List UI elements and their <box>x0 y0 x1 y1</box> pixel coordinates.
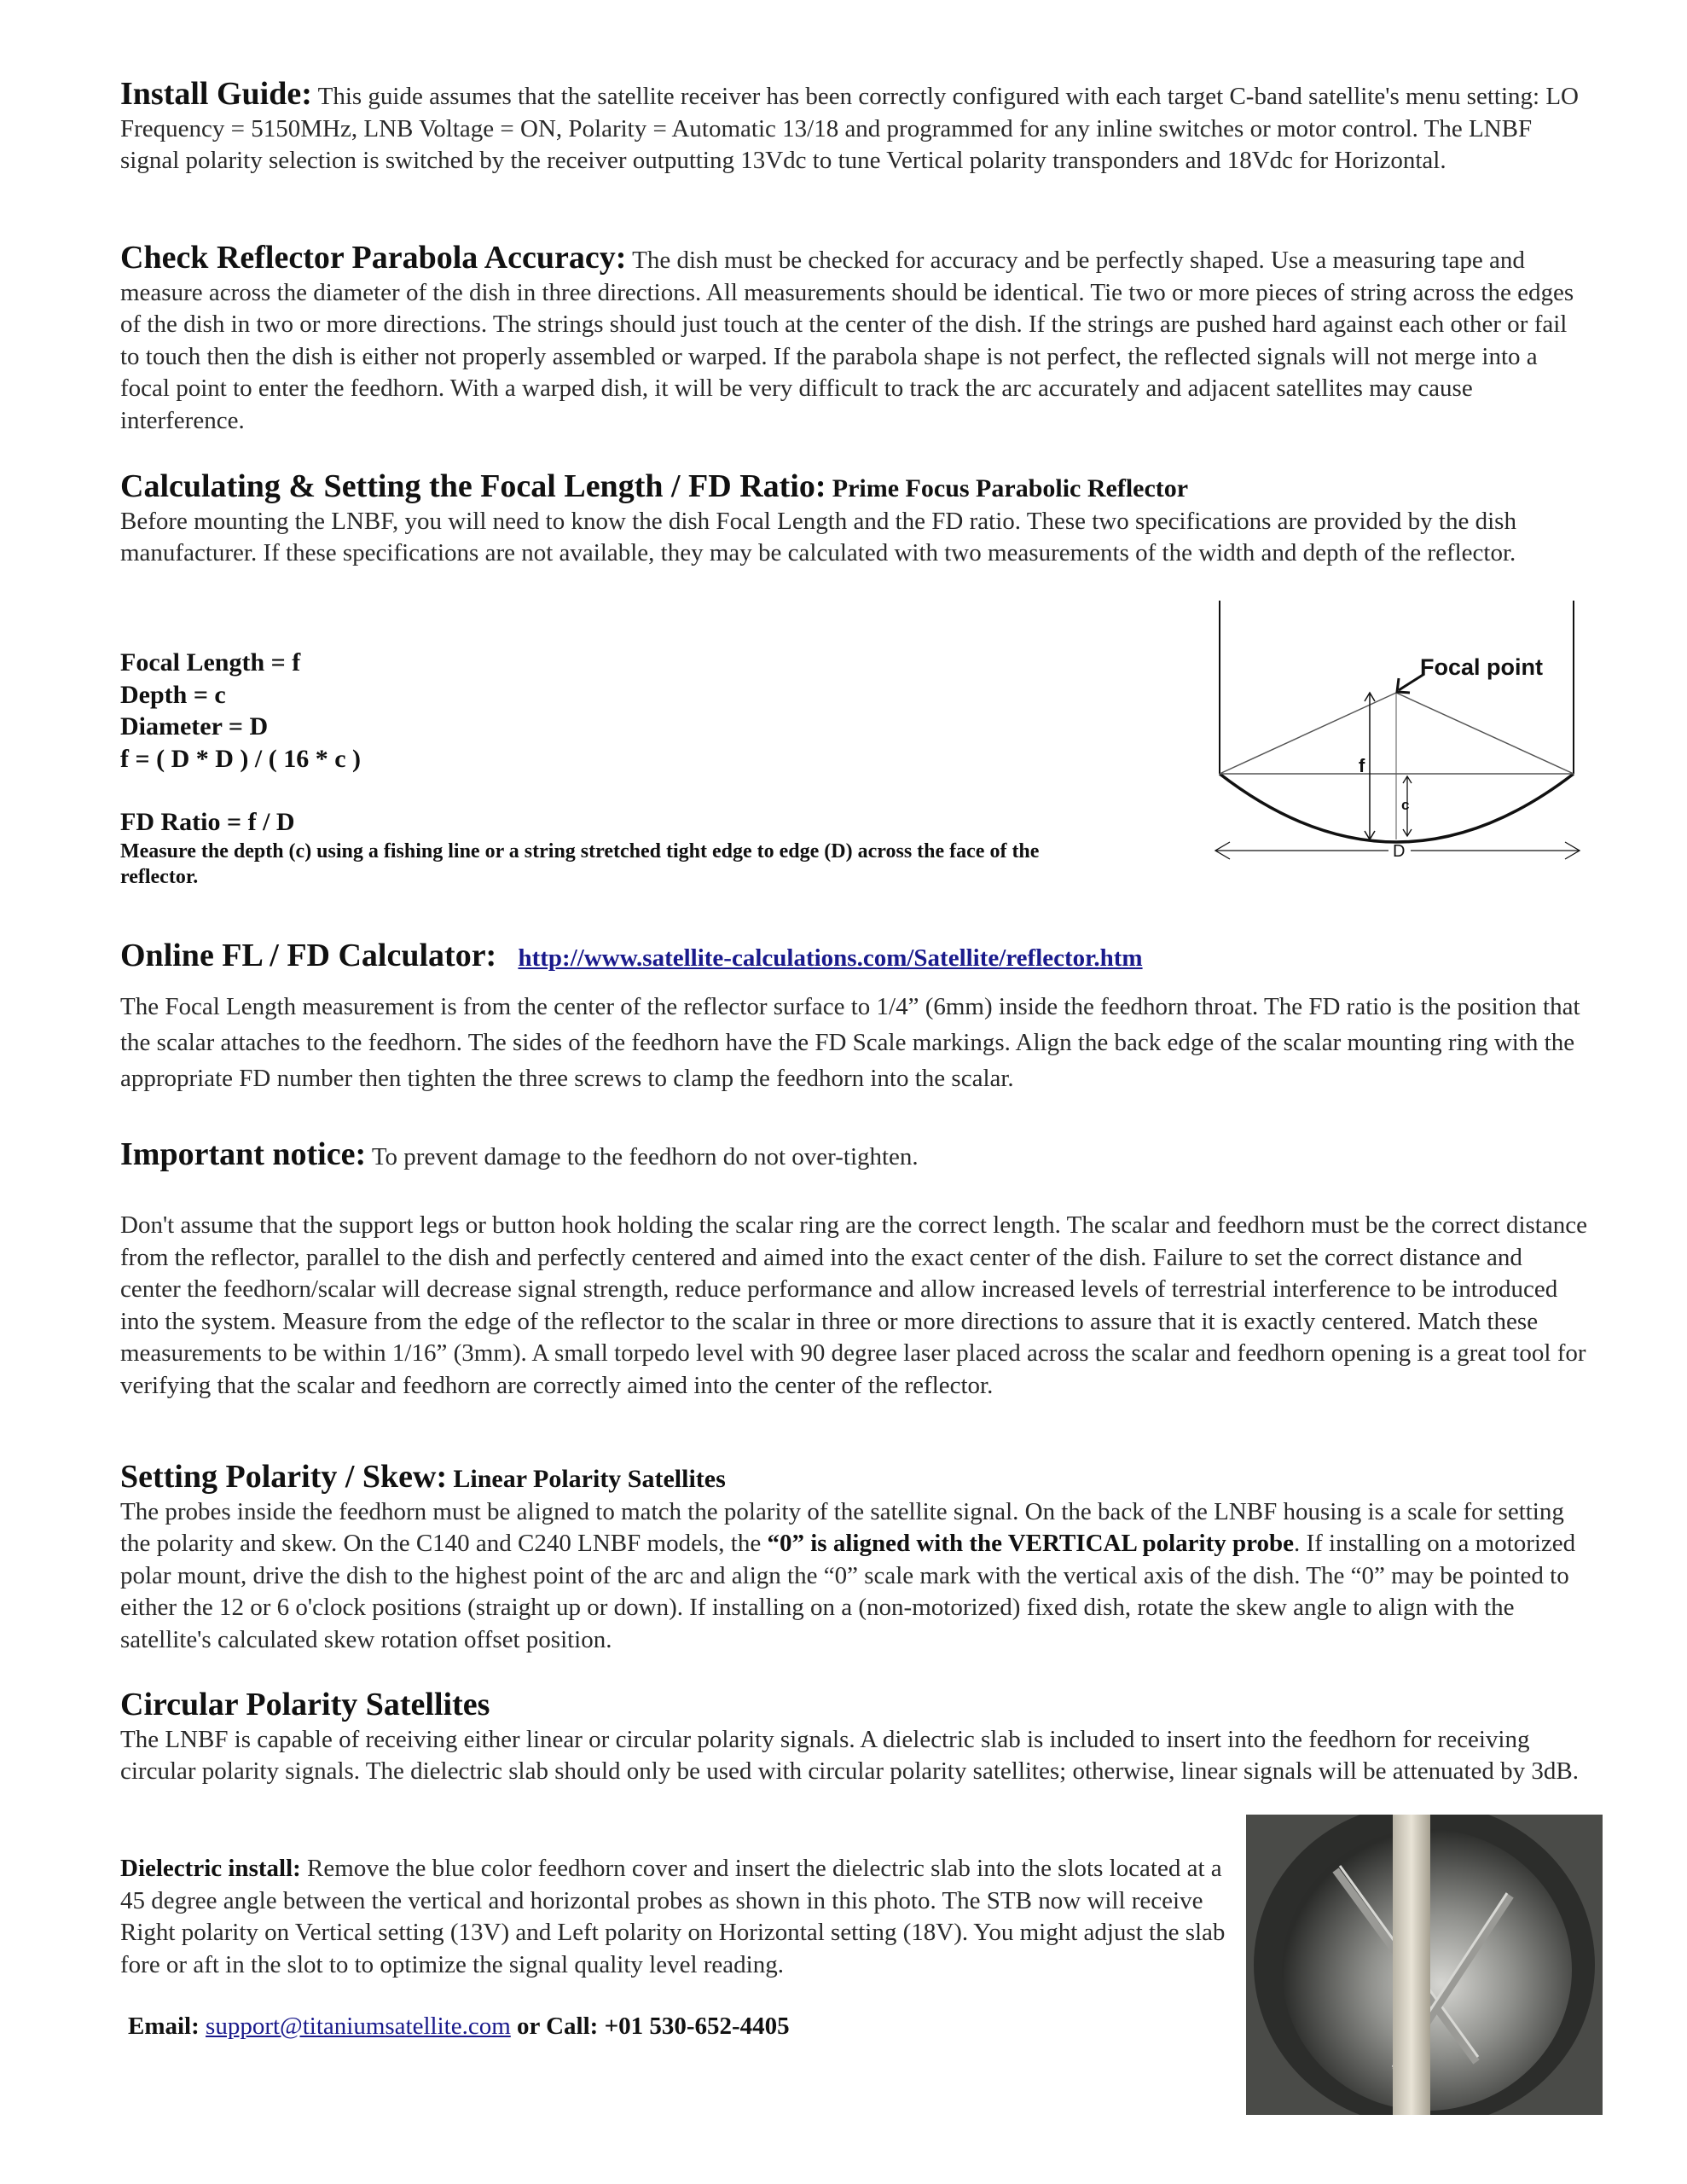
formula-diameter: Diameter = D <box>120 712 269 741</box>
dielectric-install-text: Remove the blue color feedhorn cover and insert the dielectric slab into the slots located at a 45 degree angle between the vertical and horizontal probes as shown in this photo. The STB now will receive Right polarity on Vertical setting (13V) and Left polarity on Horizontal setting (18V). You might adjust the slab fore or aft in the slot to to optimize the signal quality level reading. <box>120 1855 1226 1978</box>
formula-list <box>120 647 1084 890</box>
check-reflector-heading: Check Reflector Parabola Accuracy: <box>120 240 627 276</box>
polarity-section <box>120 1461 1587 1656</box>
important-notice <box>120 1136 1587 1174</box>
formula-depth: Depth = c <box>120 680 226 709</box>
important-notice-heading: Important notice: <box>120 1136 367 1172</box>
depth-measure-note: Measure the depth (c) using a fishing line or a string stretched tight edge to edge (D) across the face of the reflector. <box>120 839 1040 888</box>
ray-right <box>1396 693 1574 774</box>
feedhorn-dielectric-photo <box>1246 1815 1603 2115</box>
d-label: D <box>1393 842 1406 861</box>
install-guide-section <box>120 78 1587 177</box>
circular-polarity-section <box>120 1689 1587 1788</box>
support-email-link[interactable]: support@titaniumsatellite.com <box>206 2013 511 2040</box>
check-reflector-section <box>120 242 1587 437</box>
reflector-calculator-link[interactable]: http://www.satellite-calculations.com/Satellite/reflector.htm <box>518 944 1143 972</box>
online-calculator-heading: Online FL / FD Calculator: <box>120 938 497 973</box>
focal-length-subheading: Prime Focus Parabolic Reflector <box>832 474 1189 502</box>
focal-length-heading: Calculating & Setting the Focal Length / FD Ratio: <box>120 468 826 504</box>
polarity-subheading: Linear Polarity Satellites <box>453 1465 726 1493</box>
check-reflector-text: The dish must be checked for accuracy and be perfectly shaped. Use a measuring tape and measure across the diameter of the dish in three directions. All measurements should be identical. Tie two or more pieces of string across the edges of the dish in two or more directions. The strings should just touch at the center of the dish. If the strings are pushed hard against each other or fail to touch then the dish is either not properly assembled or warped. If the parabola shape is not perfect, the reflected signals will not merge into a focal point to enter the feedhorn. With a warped dish, it will be very difficult to track the arc accurately and adjacent satellites may cause interference. <box>120 247 1574 434</box>
formula-focal-calc: f = ( D * D ) / ( 16 * c ) <box>120 744 362 773</box>
dielectric-install <box>120 1853 1238 1981</box>
polarity-text-a: The probes inside the feedhorn must be aligned to match the polarity of the satellite signal. On the back of the LNBF housing is a scale for setting the polarity and skew. On the C140 and C240 LNBF models, the <box>120 1497 1564 1557</box>
dielectric-install-label: Dielectric install: <box>120 1855 301 1882</box>
install-guide-text: This guide assumes that the satellite receiver has been correctly configured with each target C-band satellite's menu setting: LO Frequency = 5150MHz, LNB Voltage = ON, Polarity = Automatic 13/18 and programmed for any inline switches or motor control. The LNBF signal polarity selection is switched by the receiver outputting 13Vdc to tune Vertical polarity transponders and 18Vdc for Horizontal. <box>120 83 1579 174</box>
c-label: c <box>1401 797 1410 813</box>
important-notice-text: To prevent damage to the feedhorn do not over-tighten. <box>371 1143 919 1170</box>
polarity-text-b: . If installing on a motorized polar mount, drive the dish to the highest point of the arc and align the “0” scale mark with the vertical axis of the dish. The “0” may be pointed to either the 12 or 6 o'clock positions (straight up or down). If installing on a (non-motorized) fixed dish, rotate the skew angle to align with the satellite's calculated skew rotation offset position. <box>120 1530 1576 1653</box>
scalar-distance-paragraph: Don't assume that the support legs or button hook holding the scalar ring are the correct length. The scalar and feedhorn must be the correct distance from the reflector, parallel to the dish and perfectly centered and aimed into the exact center of the dish. Failure to set the correct distance and center the feedhorn/scalar will decrease signal strength, reduce performance and allow increased levels of terrestrial interference to be introduced into the system. Measure from the edge of the reflector to the scalar in three or more directions to assure that it is exactly centered. Match these measurements to be within 1/16” (3mm). A small torpedo level with 90 degree laser placed across the scalar and feedhorn opening is a great tool for verifying that the scalar and feedhorn are correctly aimed into the center of the reflector. <box>120 1211 1587 1399</box>
contact-line <box>128 2011 1237 2043</box>
circular-polarity-heading: Circular Polarity Satellites <box>120 1687 490 1722</box>
focal-length-text: Before mounting the LNBF, you will need to know the dish Focal Length and the FD ratio. These two specifications are provided by the dish manufacturer. If these specifications are not available, they may be calculated with two measurements of the width and depth of the reflector. <box>120 507 1516 566</box>
online-calculator-text: The Focal Length measurement is from the center of the reflector surface to 1/4” (6mm) inside the feedhorn throat. The FD ratio is the position that the scalar attaches to the feedhorn. The sides of the feedhorn have the FD Scale markings. Align the back edge of the scalar mounting ring with the appropriate FD number then tighten the three screws to clamp the feedhorn into the scalar. <box>120 992 1580 1092</box>
formula-fd-ratio: FD Ratio = f / D <box>120 808 295 836</box>
call-label: or Call: +01 530-652-4405 <box>517 2013 790 2040</box>
polarity-text-bold: “0” is aligned with the VERTICAL polarity probe <box>767 1530 1294 1557</box>
online-calculator-section <box>120 940 1587 1096</box>
email-label: Email: <box>128 2013 200 2040</box>
polarity-heading: Setting Polarity / Skew: <box>120 1459 448 1495</box>
parabolic-reflector-diagram <box>1083 522 1595 863</box>
install-guide-heading: Install Guide: <box>120 76 312 112</box>
formula-focal-length: Focal Length = f <box>120 648 301 677</box>
focal-point-label: Focal point <box>1420 654 1543 680</box>
circular-polarity-text: The LNBF is capable of receiving either linear or circular polarity signals. A dielectric slab is included to insert into the feedhorn for receiving circular polarity signals. The dielectric slab should only be used with circular polarity satellites; otherwise, linear signals will be attenuated by 3dB. <box>120 1725 1580 1785</box>
f-label: f <box>1359 755 1365 776</box>
